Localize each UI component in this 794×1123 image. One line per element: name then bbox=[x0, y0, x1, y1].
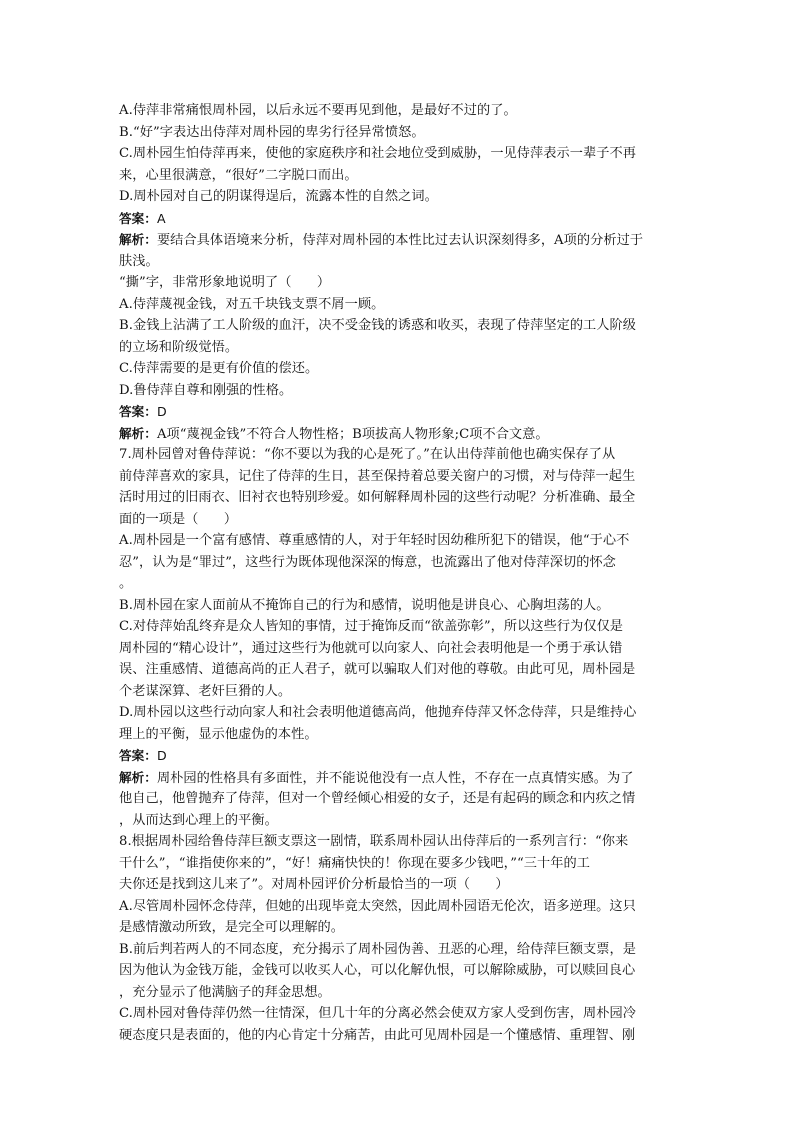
text-line: 理上的平衡，显示他虚伪的本性。 bbox=[119, 726, 318, 742]
text-line: 干什么”，“谁指使你来的”，“好！痛痛快快的！你现在要多少钱吧，”“三十年的工 bbox=[119, 855, 590, 871]
text-line: B.周朴园在家人面前从不掩饰自己的行为和感情，说明他是讲良心、心胸坦荡的人。 bbox=[119, 597, 610, 613]
text-line: 夫你还是找到这儿来了”。对周朴园评价分析最恰当的一项（ ） bbox=[119, 877, 509, 892]
text-line: 周朴园的“精心设计”，通过这些行为他就可以向家人、向社会表明他是一个勇于承认错 bbox=[119, 640, 623, 656]
text-line: 肤浅。 bbox=[119, 253, 159, 269]
labeled-line bbox=[119, 423, 679, 445]
text-line: 7.周朴园曾对鲁侍萍说：“你不要以为我的心是死了。”在认出侍萍前他也确实保存了从 bbox=[119, 447, 616, 462]
text-line: D.周朴园对自己的阴谋得逞后，流露本性的自然之词。 bbox=[119, 189, 438, 204]
text-line: 来，心里很满意，“很好”二字脱口而出。 bbox=[119, 167, 358, 183]
text-line: C.周朴园对鲁侍萍仍然一往情深，但几十年的分离必然会使双方家人受到伤害，周朴园冷 bbox=[119, 1006, 636, 1021]
text-line: D.鲁侍萍自尊和刚强的性格。 bbox=[119, 382, 293, 398]
labeled-line bbox=[119, 401, 679, 423]
line-label: 答案： bbox=[119, 748, 157, 763]
line-label: 解析： bbox=[119, 232, 157, 247]
text-line: C.对侍萍始乱终弃是众人皆知的事情，过于掩饰反而“欲盖弥彰”，所以这些行为仅仅是 bbox=[119, 619, 624, 634]
text-line: B.前后判若两人的不同态度，充分揭示了周朴园伪善、丑恶的心理，给侍萍巨额支票，是 bbox=[119, 941, 637, 957]
line-text: A bbox=[156, 210, 166, 226]
text-line: A.周朴园是一个富有感情、尊重感情的人，对于年轻时因幼稚所犯下的错误，他“于心不 bbox=[119, 533, 630, 548]
line-label: 解析： bbox=[119, 769, 157, 785]
text-line: 。 bbox=[119, 576, 133, 591]
text-line: A.侍萍蔑视金钱，对五千块钱支票不屑一顾。 bbox=[119, 296, 385, 312]
line-label: 答案： bbox=[119, 404, 157, 419]
document-page bbox=[119, 100, 679, 1046]
text-line: 是感情激动所致，是完全可以理解的。 bbox=[119, 920, 345, 935]
labeled-line bbox=[119, 208, 679, 230]
text-line: 因为他认为金钱万能，金钱可以收买人心，可以化解仇恨，可以解除威胁，可以赎回良心 bbox=[119, 963, 636, 978]
line-text: D bbox=[156, 748, 167, 763]
text-line: 8.根据周朴园给鲁侍萍巨额支票这一剧情，联系周朴园认出侍萍后的一系列言行：“你来 bbox=[119, 834, 629, 849]
line-label: 答案： bbox=[119, 210, 157, 226]
line-text: D bbox=[156, 404, 167, 419]
text-line: 误、注重感情、道德高尚的正人君子，就可以骗取人们对他的尊敬。由此可见，周朴园是 bbox=[119, 662, 636, 677]
text-line: D.周朴园以这些行动向家人和社会表明他道德高尚，他抛弃侍萍又怀念侍萍，只是维持心 bbox=[119, 705, 637, 720]
text-line: 面的一项是（ ） bbox=[119, 511, 238, 527]
line-text: 要结合具体语境来分析，侍萍对周朴园的本性比过去认识深刻得多，A项的分析过于 bbox=[156, 233, 644, 248]
line-label: 解析： bbox=[119, 425, 157, 441]
text-line: C.侍萍需要的是更有价值的偿还。 bbox=[119, 361, 319, 376]
line-text: 周朴园的性格具有多面性，并不能说他没有一点人性，不存在一点真情实感。为了 bbox=[156, 770, 634, 786]
text-line: “撕”字，非常形象地说明了（ ） bbox=[119, 275, 331, 290]
text-line: ，从而达到心理上的平衡。 bbox=[119, 812, 278, 828]
text-line: 硬态度只是表面的，他的内心肯定十分痛苦，由此可见周朴园是一个懂感情、重理智、刚 bbox=[119, 1027, 636, 1043]
text-line: A.侍萍非常痛恨周朴园，以后永远不要再见到他，是最好不过的了。 bbox=[119, 103, 517, 118]
labeled-line bbox=[119, 745, 679, 767]
text-line: 活时用过的旧雨衣、旧衬衣也特别珍爱。如何解释周朴园的这些行动呢？分析准确、最全 bbox=[119, 490, 636, 505]
text-line: 的立场和阶级觉悟。 bbox=[119, 339, 239, 355]
labeled-line bbox=[119, 229, 679, 251]
text-line: 他自己，他曾抛弃了侍萍，但对一个曾经倾心相爱的女子，还是有起码的顾念和内疚之情 bbox=[119, 791, 636, 806]
line-text: A项“蔑视金钱”不符合人物性格；B项拔高人物形象;C项不合文意。 bbox=[156, 426, 549, 442]
text-line: 忍”，认为是“罪过”，这些行为既体现他深深的悔意，也流露出了他对侍萍深切的怀念 bbox=[119, 554, 616, 570]
text-line: 个老谋深算、老奸巨猾的人。 bbox=[119, 683, 292, 699]
text-line: A.尽管周朴园怀念侍萍，但她的出现毕竟太突然，因此周朴园语无伦次，语多逆理。这只 bbox=[119, 898, 636, 914]
text-line: C.周朴园生怕侍萍再来，使他的家庭秩序和社会地位受到威胁，一见侍萍表示一辈子不再 bbox=[119, 146, 636, 161]
text-line: 前侍萍喜欢的家具，记住了侍萍的生日，甚至保持着总要关窗户的习惯，对与侍萍一起生 bbox=[119, 468, 636, 484]
text-line: ，充分显示了他满脑子的拜金思想。 bbox=[119, 984, 331, 1000]
text-line: B.金钱上沾满了工人阶级的血汗，决不受金钱的诱惑和收买，表现了侍萍坚定的工人阶级 bbox=[119, 318, 637, 333]
text-line: B.“好”字表达出侍萍对周朴园的卑劣行径异常愤怒。 bbox=[119, 124, 425, 140]
labeled-line bbox=[119, 767, 679, 789]
